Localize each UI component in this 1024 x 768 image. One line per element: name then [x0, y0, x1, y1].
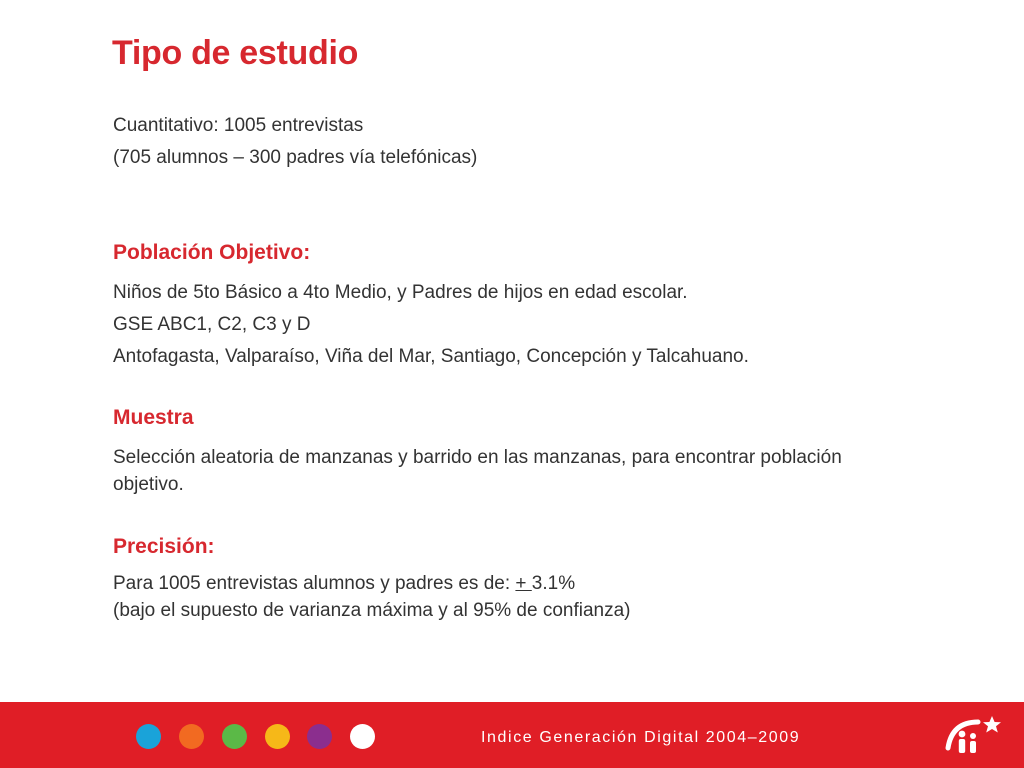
precision-value: 3.1%	[531, 573, 576, 594]
family-star-logo-icon	[944, 714, 1006, 758]
color-dot-blue	[136, 724, 161, 749]
poblacion-line: GSE ABC1, C2, C3 y D	[113, 314, 311, 335]
color-dot-purple	[307, 724, 332, 749]
page-title: Tipo de estudio	[112, 34, 359, 72]
poblacion-line: Niños de 5to Básico a 4to Medio, y Padres de hijos en edad escolar.	[113, 282, 688, 303]
study-type-detail: (705 alumnos – 300 padres vía telefónicas)	[113, 147, 478, 168]
plus-minus-symbol: +	[515, 573, 532, 594]
footer-title: Indice Generación Digital 2004–2009	[481, 729, 801, 746]
section-heading-muestra: Muestra	[113, 406, 194, 429]
color-dot-green	[222, 724, 247, 749]
precision-prefix: Para 1005 entrevistas alumnos y padres es de:	[113, 573, 516, 594]
precision-note: (bajo el supuesto de varianza máxima y al 95% de confianza)	[113, 600, 631, 621]
footer-bar	[0, 702, 1024, 768]
color-dot-orange	[179, 724, 204, 749]
color-dot-yellow	[265, 724, 290, 749]
section-heading-precision: Precisión:	[113, 535, 215, 558]
precision-line	[113, 573, 575, 595]
study-type-line: Cuantitativo: 1005 entrevistas	[113, 115, 364, 136]
muestra-text: Selección aleatoria de manzanas y barrido en las manzanas, para encontrar población objetivo.	[113, 447, 842, 495]
poblacion-line: Antofagasta, Valparaíso, Viña del Mar, Santiago, Concepción y Talcahuano.	[113, 346, 749, 367]
color-dot-white	[350, 724, 375, 749]
section-heading-poblacion: Población Objetivo:	[113, 241, 311, 264]
